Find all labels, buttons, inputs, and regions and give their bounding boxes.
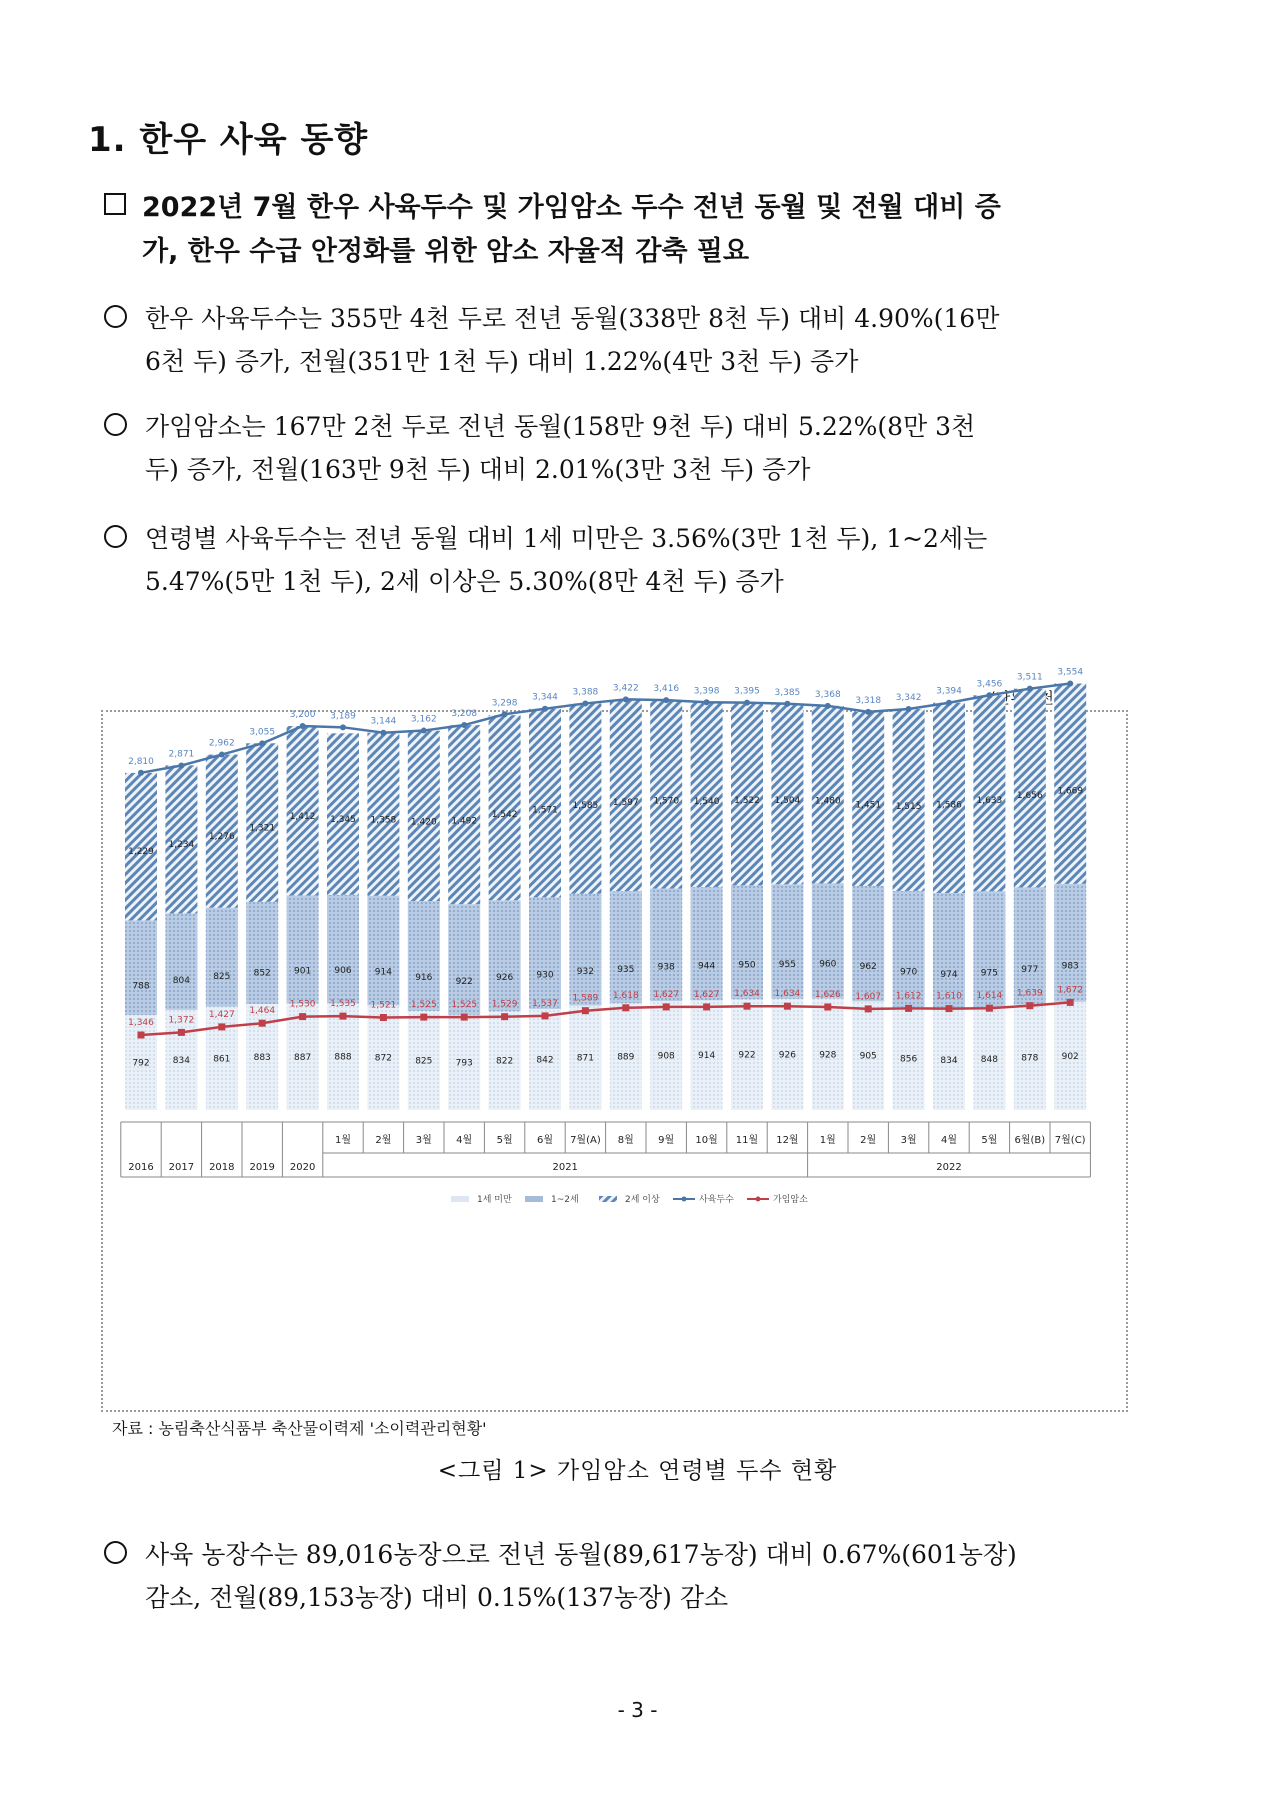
total-cattle-point bbox=[259, 740, 265, 746]
bar-over2-segment bbox=[691, 702, 723, 887]
unit-label: (단위 bbox=[990, 689, 1025, 707]
circle-bullet-icon bbox=[104, 305, 127, 328]
chart-source: 자료 : 농림축산식품부 축산물이력제 '소이력관리현황' bbox=[112, 1419, 487, 1438]
x-tick-label: 8월 bbox=[617, 1135, 634, 1146]
data-label-age12: 938 bbox=[657, 962, 675, 973]
bullet-by-age bbox=[104, 517, 1134, 603]
x-tick-label: 3월 bbox=[900, 1135, 917, 1146]
bar-over2-segment bbox=[852, 712, 884, 886]
data-label-under1: 887 bbox=[294, 1052, 312, 1063]
data-label-under1: 825 bbox=[415, 1056, 433, 1067]
data-label-over2: 1,540 bbox=[693, 796, 720, 807]
breeding-cow-point bbox=[299, 1013, 306, 1020]
bar-over2-segment bbox=[610, 699, 642, 891]
total-cattle-label: 3,422 bbox=[612, 683, 639, 694]
breeding-cow-label: 1,529 bbox=[491, 999, 518, 1010]
breeding-cow-label: 1,639 bbox=[1016, 988, 1043, 999]
data-label-under1: 922 bbox=[738, 1050, 756, 1061]
data-label-under1: 822 bbox=[496, 1056, 514, 1067]
bar-age12-segment bbox=[206, 908, 238, 1007]
data-label-age12: 906 bbox=[334, 965, 352, 976]
bullet-breeding-cows bbox=[104, 405, 1134, 491]
x-tick-label: 2018 bbox=[209, 1162, 235, 1173]
data-label-under1: 856 bbox=[900, 1054, 918, 1065]
breeding-cow-point bbox=[218, 1023, 225, 1030]
legend-swatch bbox=[451, 1196, 469, 1202]
x-tick-label: 2월 bbox=[860, 1135, 877, 1146]
breeding-cow-point bbox=[986, 1005, 993, 1012]
total-cattle-label: 3,298 bbox=[491, 698, 518, 709]
total-cattle-point bbox=[663, 697, 669, 703]
breeding-cow-label: 1,614 bbox=[976, 991, 1003, 1002]
x-year-group-label: 2022 bbox=[936, 1162, 962, 1173]
data-label-age12: 974 bbox=[940, 970, 958, 981]
breeding-cow-label: 1,634 bbox=[734, 989, 760, 1000]
data-label-over2: 1,276 bbox=[208, 831, 235, 842]
bar-group bbox=[125, 684, 1086, 1110]
total-cattle-point bbox=[784, 701, 790, 707]
breeding-cow-point bbox=[1067, 999, 1074, 1006]
bar-over2-segment bbox=[408, 731, 440, 901]
breeding-cow-label: 1,618 bbox=[612, 990, 639, 1001]
bullet-line2: 5.47%(5만 1천 두), 2세 이상은 5.30%(8만 4천 두) 증가 bbox=[145, 567, 784, 596]
bar-age12-segment bbox=[771, 884, 803, 999]
data-label-under1: 834 bbox=[940, 1055, 958, 1066]
x-tick-label: 5월 bbox=[496, 1135, 513, 1146]
data-label-under1: 883 bbox=[253, 1053, 271, 1064]
x-tick-label: 12월 bbox=[776, 1135, 799, 1146]
total-cattle-label: 3,162 bbox=[410, 714, 437, 725]
bar-over2-segment bbox=[569, 703, 601, 893]
total-cattle-point bbox=[865, 709, 871, 715]
legend-marker bbox=[682, 1197, 687, 1202]
total-cattle-point bbox=[380, 730, 386, 736]
bar-age12-segment bbox=[852, 886, 884, 1001]
total-cattle-label: 2,962 bbox=[208, 738, 235, 749]
breeding-cow-point bbox=[784, 1003, 791, 1010]
data-label-age12: 950 bbox=[738, 960, 756, 971]
bar-age12-segment bbox=[691, 887, 723, 1000]
x-tick-label: 2017 bbox=[168, 1162, 195, 1173]
breeding-cow-point bbox=[420, 1014, 427, 1021]
data-label-over2: 1,585 bbox=[572, 801, 599, 812]
breeding-cow-label: 1,535 bbox=[330, 999, 356, 1010]
bar-age12-segment bbox=[408, 901, 440, 1011]
data-label-over2: 1,571 bbox=[532, 805, 558, 816]
data-label-over2: 1,542 bbox=[491, 809, 518, 820]
total-cattle-point bbox=[1067, 681, 1073, 687]
bar-over2-segment bbox=[367, 733, 399, 896]
breeding-cow-label: 1,521 bbox=[370, 1000, 397, 1011]
data-label-under1: 842 bbox=[536, 1055, 554, 1066]
headline-line1: 2022년 7월 한우 사육두수 및 가임암소 두수 전년 동월 및 전월 대비 증 bbox=[142, 192, 1001, 223]
bar-age12-segment bbox=[1054, 884, 1086, 1002]
breeding-cow-point bbox=[340, 1013, 347, 1020]
breeding-cow-point bbox=[461, 1014, 468, 1021]
data-label-age12: 788 bbox=[132, 981, 150, 992]
bar-over2-segment bbox=[973, 695, 1005, 891]
data-label-over2: 1,420 bbox=[410, 817, 437, 828]
total-cattle-label: 3,388 bbox=[572, 687, 599, 698]
data-label-age12: 975 bbox=[980, 968, 998, 979]
total-cattle-label: 2,810 bbox=[128, 756, 154, 767]
breeding-cow-line bbox=[141, 999, 1070, 1035]
bar-age12-segment bbox=[893, 891, 925, 1007]
data-label-over2: 1,515 bbox=[895, 802, 922, 813]
bar-age12-segment bbox=[489, 900, 521, 1011]
total-cattle-point bbox=[421, 728, 427, 734]
breeding-cow-point bbox=[622, 1004, 629, 1011]
data-label-over2: 1,656 bbox=[1016, 790, 1043, 801]
bullet-total-cattle bbox=[104, 297, 1134, 383]
breeding-cow-label: 1,610 bbox=[936, 991, 962, 1002]
circle-bullet-icon bbox=[104, 1541, 127, 1564]
total-cattle-label: 3,189 bbox=[330, 711, 356, 722]
breeding-cow-label: 1,427 bbox=[208, 1009, 235, 1020]
x-tick-label: 2016 bbox=[128, 1162, 154, 1173]
breeding-cow-label: 1,607 bbox=[855, 991, 882, 1002]
total-cattle-label: 3,144 bbox=[370, 716, 397, 727]
data-label-over2: 1,358 bbox=[370, 815, 397, 826]
data-label-under1: 928 bbox=[819, 1050, 837, 1061]
data-label-under1: 872 bbox=[374, 1053, 392, 1064]
chart-legend bbox=[451, 1193, 808, 1205]
data-label-over2: 1,586 bbox=[936, 800, 962, 811]
data-label-under1: 871 bbox=[576, 1053, 594, 1064]
total-cattle-point bbox=[542, 706, 548, 712]
data-label-age12: 955 bbox=[778, 959, 796, 970]
x-year-group-label: 2021 bbox=[552, 1162, 578, 1173]
data-label-under1: 792 bbox=[132, 1058, 150, 1069]
data-label-age12: 825 bbox=[213, 971, 231, 982]
data-label-over2: 1,492 bbox=[451, 816, 478, 827]
legend-label: 2세 이상 bbox=[625, 1195, 660, 1205]
bar-age12-segment bbox=[367, 896, 399, 1006]
bar-over2-segment bbox=[287, 726, 319, 895]
total-cattle-point bbox=[986, 692, 992, 698]
total-cattle-label: 3,416 bbox=[653, 684, 680, 695]
bar-over2-segment bbox=[893, 709, 925, 891]
total-cattle-point bbox=[704, 699, 710, 705]
breeding-cow-point bbox=[138, 1032, 145, 1039]
total-cattle-label: 3,368 bbox=[814, 689, 841, 700]
total-cattle-label: 3,055 bbox=[249, 727, 276, 738]
x-tick-label: 6월 bbox=[536, 1135, 554, 1146]
x-tick-label: 6월(B) bbox=[1014, 1135, 1046, 1146]
breeding-cow-point bbox=[824, 1004, 831, 1011]
x-tick-label: 2019 bbox=[249, 1162, 275, 1173]
bar-over2-segment bbox=[771, 704, 803, 884]
bullet-line2: 두) 증가, 전월(163만 9천 두) 대비 2.01%(3만 3천 두) 증가 bbox=[145, 455, 811, 484]
data-label-under1: 914 bbox=[698, 1051, 716, 1062]
total-cattle-label: 2,871 bbox=[168, 749, 195, 760]
total-cattle-label: 3,208 bbox=[451, 709, 478, 720]
x-tick-label: 11월 bbox=[735, 1135, 759, 1146]
bullet-line1: 한우 사육두수는 355만 4천 두로 전년 동월(338만 8천 두) 대비 4.90%(16만 bbox=[145, 304, 1000, 333]
total-cattle-label: 3,395 bbox=[734, 686, 760, 697]
bar-age12-segment bbox=[812, 883, 844, 998]
bar-over2-segment bbox=[1014, 689, 1046, 888]
data-label-over2: 1,412 bbox=[289, 812, 316, 823]
data-label-over2: 1,229 bbox=[128, 847, 154, 858]
breeding-cow-label: 1,525 bbox=[451, 1000, 478, 1011]
data-label-age12: 930 bbox=[536, 970, 554, 981]
total-cattle-point bbox=[744, 700, 750, 706]
breeding-cow-point bbox=[501, 1013, 508, 1020]
section-title: 1. 한우 사육 동향 bbox=[88, 120, 369, 160]
data-label-over2: 1,597 bbox=[612, 797, 639, 808]
bar-over2-segment bbox=[529, 709, 561, 898]
data-label-under1: 902 bbox=[1061, 1051, 1079, 1062]
data-label-age12: 804 bbox=[172, 975, 190, 986]
x-tick-label: 4월 bbox=[456, 1135, 473, 1146]
total-cattle-label: 3,385 bbox=[774, 687, 801, 698]
total-cattle-point bbox=[582, 700, 588, 706]
bar-over2-segment bbox=[327, 733, 359, 894]
x-tick-label: 10월 bbox=[695, 1135, 718, 1146]
bar-age12-segment bbox=[610, 891, 642, 1003]
breeding-cow-label: 1,626 bbox=[814, 990, 841, 1000]
x-axis-table bbox=[121, 1122, 1091, 1177]
total-cattle-label: 3,342 bbox=[895, 692, 922, 703]
data-label-age12: 983 bbox=[1061, 961, 1079, 972]
data-label-over2: 1,522 bbox=[734, 796, 760, 807]
breeding-cow-point bbox=[703, 1003, 710, 1010]
data-label-age12: 935 bbox=[617, 964, 635, 975]
data-label-under1: 848 bbox=[980, 1055, 998, 1066]
data-label-over2: 1,321 bbox=[249, 823, 276, 834]
breeding-cow-label: 1,627 bbox=[653, 989, 680, 1000]
bullet-line1: 사육 농장수는 89,016농장으로 전년 동월(89,617농장) 대비 0.67%(601농장) bbox=[145, 1540, 1017, 1569]
bar-age12-segment bbox=[327, 895, 359, 1004]
data-label-age12: 932 bbox=[576, 967, 594, 978]
headline-line2: 가, 한우 수급 안정화를 위한 암소 자율적 감축 필요 bbox=[142, 236, 750, 267]
data-label-under1: 905 bbox=[859, 1051, 877, 1062]
breeding-cow-label: 1,589 bbox=[572, 993, 599, 1004]
bullet-line2: 6천 두) 증가, 전월(351만 1천 두) 대비 1.22%(4만 3천 두) 증가 bbox=[145, 347, 859, 376]
breeding-cow-point bbox=[178, 1029, 185, 1036]
x-tick-label: 5월 bbox=[981, 1135, 998, 1146]
total-cattle-line bbox=[141, 684, 1070, 773]
data-label-age12: 901 bbox=[294, 966, 312, 977]
x-tick-label: 2월 bbox=[375, 1135, 392, 1146]
total-cattle-point bbox=[138, 770, 144, 776]
breeding-cow-label: 1,525 bbox=[410, 1000, 437, 1011]
total-cattle-label: 3,200 bbox=[289, 710, 316, 720]
total-cattle-point bbox=[300, 723, 306, 729]
bar-age12-segment bbox=[165, 913, 197, 1009]
data-label-under1: 926 bbox=[778, 1050, 796, 1061]
bar-over2-segment bbox=[1054, 684, 1086, 884]
breeding-cow-point bbox=[259, 1020, 266, 1027]
x-tick-label: 4월 bbox=[940, 1135, 958, 1146]
breeding-cow-point bbox=[865, 1005, 872, 1012]
bar-over2-segment bbox=[650, 700, 682, 888]
bar-age12-segment bbox=[1014, 887, 1046, 1004]
total-cattle-label: 3,554 bbox=[1057, 667, 1084, 678]
square-bullet-icon bbox=[104, 193, 126, 215]
data-label-over2: 1,345 bbox=[330, 815, 356, 826]
data-label-age12: 977 bbox=[1021, 964, 1039, 975]
x-tick-label: 7월(C) bbox=[1054, 1135, 1086, 1146]
data-label-under1: 878 bbox=[1021, 1053, 1039, 1064]
total-cattle-point bbox=[340, 724, 346, 730]
total-cattle-label: 3,318 bbox=[855, 695, 882, 706]
data-label-over2: 1,451 bbox=[855, 800, 882, 811]
data-label-under1: 861 bbox=[213, 1054, 231, 1065]
breeding-cow-point bbox=[744, 1003, 751, 1010]
total-cattle-point bbox=[1027, 686, 1033, 692]
breeding-cow-point bbox=[582, 1007, 589, 1014]
bar-over2-segment bbox=[448, 725, 480, 904]
bar-age12-segment bbox=[731, 885, 763, 999]
figure-caption: <그림 1> 가임암소 연령별 두수 현황 bbox=[437, 1458, 838, 1484]
total-cattle-label: 3,394 bbox=[936, 686, 962, 697]
breeding-cow-label: 1,672 bbox=[1057, 985, 1084, 996]
total-cattle-point bbox=[461, 722, 467, 728]
x-tick-label: 1월 bbox=[819, 1135, 836, 1146]
legend-swatch bbox=[525, 1196, 543, 1202]
total-cattle-label: 3,344 bbox=[532, 692, 558, 703]
data-label-under1: 793 bbox=[455, 1058, 473, 1069]
data-label-age12: 970 bbox=[900, 967, 918, 978]
bar-age12-segment bbox=[569, 894, 601, 1006]
circle-bullet-icon bbox=[104, 413, 127, 436]
breeding-cow-label: 1,627 bbox=[693, 989, 720, 1000]
legend-label: 가임암소 bbox=[773, 1195, 808, 1205]
headline bbox=[104, 186, 1134, 274]
bar-over2-segment bbox=[933, 703, 965, 893]
breeding-cow-label: 1,634 bbox=[774, 989, 801, 1000]
total-cattle-point bbox=[219, 752, 225, 758]
breeding-cow-label: 1,530 bbox=[289, 999, 316, 1010]
total-cattle-label: 3,511 bbox=[1016, 672, 1043, 683]
bar-age12-segment bbox=[650, 888, 682, 1001]
data-label-age12: 922 bbox=[455, 976, 473, 987]
total-cattle-point bbox=[502, 711, 508, 717]
bar-age12-segment bbox=[246, 902, 278, 1004]
breeding-cow-point bbox=[663, 1003, 670, 1010]
data-label-over2: 1,633 bbox=[976, 796, 1003, 807]
data-label-under1: 888 bbox=[334, 1052, 352, 1063]
data-label-over2: 1,504 bbox=[774, 796, 801, 807]
bar-over2-segment bbox=[812, 706, 844, 884]
data-label-age12: 944 bbox=[698, 961, 716, 972]
total-cattle-point bbox=[906, 706, 912, 712]
data-label-age12: 962 bbox=[859, 962, 877, 973]
breeding-cow-label: 1,372 bbox=[168, 1015, 195, 1026]
legend-label: 사육두수 bbox=[699, 1195, 734, 1205]
bar-age12-segment bbox=[287, 895, 319, 1003]
total-cattle-point bbox=[623, 696, 629, 702]
x-tick-label: 3월 bbox=[415, 1135, 432, 1146]
breeding-cow-point bbox=[946, 1005, 953, 1012]
legend-swatch bbox=[599, 1196, 617, 1202]
breeding-cow-point bbox=[542, 1012, 549, 1019]
breeding-cow-label: 1,346 bbox=[128, 1018, 154, 1028]
data-label-over2: 1,234 bbox=[168, 839, 195, 850]
breeding-cow-point bbox=[905, 1005, 912, 1012]
legend-label: 1세 미만 bbox=[477, 1195, 512, 1205]
data-label-age12: 926 bbox=[496, 973, 514, 984]
breeding-cow-label: 1,537 bbox=[532, 998, 558, 1009]
breeding-cow-label: 1,612 bbox=[895, 991, 922, 1002]
x-tick-label: 1월 bbox=[334, 1135, 352, 1146]
data-label-age12: 916 bbox=[415, 973, 433, 984]
legend-marker bbox=[756, 1197, 761, 1202]
data-label-over2: 1,669 bbox=[1057, 786, 1084, 797]
circle-bullet-icon bbox=[104, 525, 127, 548]
data-label-age12: 914 bbox=[374, 967, 392, 978]
total-cattle-point bbox=[946, 700, 952, 706]
data-label-over2: 1,570 bbox=[653, 796, 680, 807]
x-tick-label: 2020 bbox=[289, 1162, 316, 1173]
bar-age12-segment bbox=[448, 904, 480, 1015]
x-tick-label: 7월(A) bbox=[570, 1135, 601, 1146]
data-label-under1: 908 bbox=[657, 1051, 675, 1062]
total-cattle-label: 3,398 bbox=[693, 686, 720, 697]
data-label-under1: 889 bbox=[617, 1052, 635, 1063]
total-cattle-point bbox=[178, 762, 184, 768]
data-label-age12: 852 bbox=[253, 968, 271, 979]
total-cattle-label: 3,456 bbox=[976, 679, 1003, 690]
data-label-under1: 834 bbox=[172, 1055, 190, 1066]
bullet-line1: 가임암소는 167만 2천 두로 전년 동월(158만 9천 두) 대비 5.22%(8만 3천 bbox=[145, 412, 976, 441]
bullet-line1: 연령별 사육두수는 전년 동월 대비 1세 미만은 3.56%(3만 1천 두), 1~2세는 bbox=[145, 524, 988, 553]
legend-label: 1~2세 bbox=[551, 1195, 579, 1205]
bar-over2-segment bbox=[489, 715, 521, 900]
bar-over2-segment bbox=[731, 703, 763, 886]
bar-age12-segment bbox=[125, 920, 157, 1015]
bullet-line2: 감소, 전월(89,153농장) 대비 0.15%(137농장) 감소 bbox=[145, 1583, 729, 1612]
breeding-cow-point bbox=[1026, 1002, 1033, 1009]
bullet-farm-count bbox=[104, 1533, 1134, 1619]
data-label-over2: 1,480 bbox=[814, 796, 841, 807]
breeding-cow-point bbox=[380, 1014, 387, 1021]
breeding-cow-label: 1,464 bbox=[249, 1006, 276, 1017]
data-label-age12: 960 bbox=[819, 959, 837, 970]
page-number: - 3 - bbox=[617, 1698, 658, 1722]
total-cattle-point bbox=[825, 703, 831, 709]
x-tick-label: 9월 bbox=[658, 1135, 675, 1146]
bar-age12-segment bbox=[529, 897, 561, 1009]
